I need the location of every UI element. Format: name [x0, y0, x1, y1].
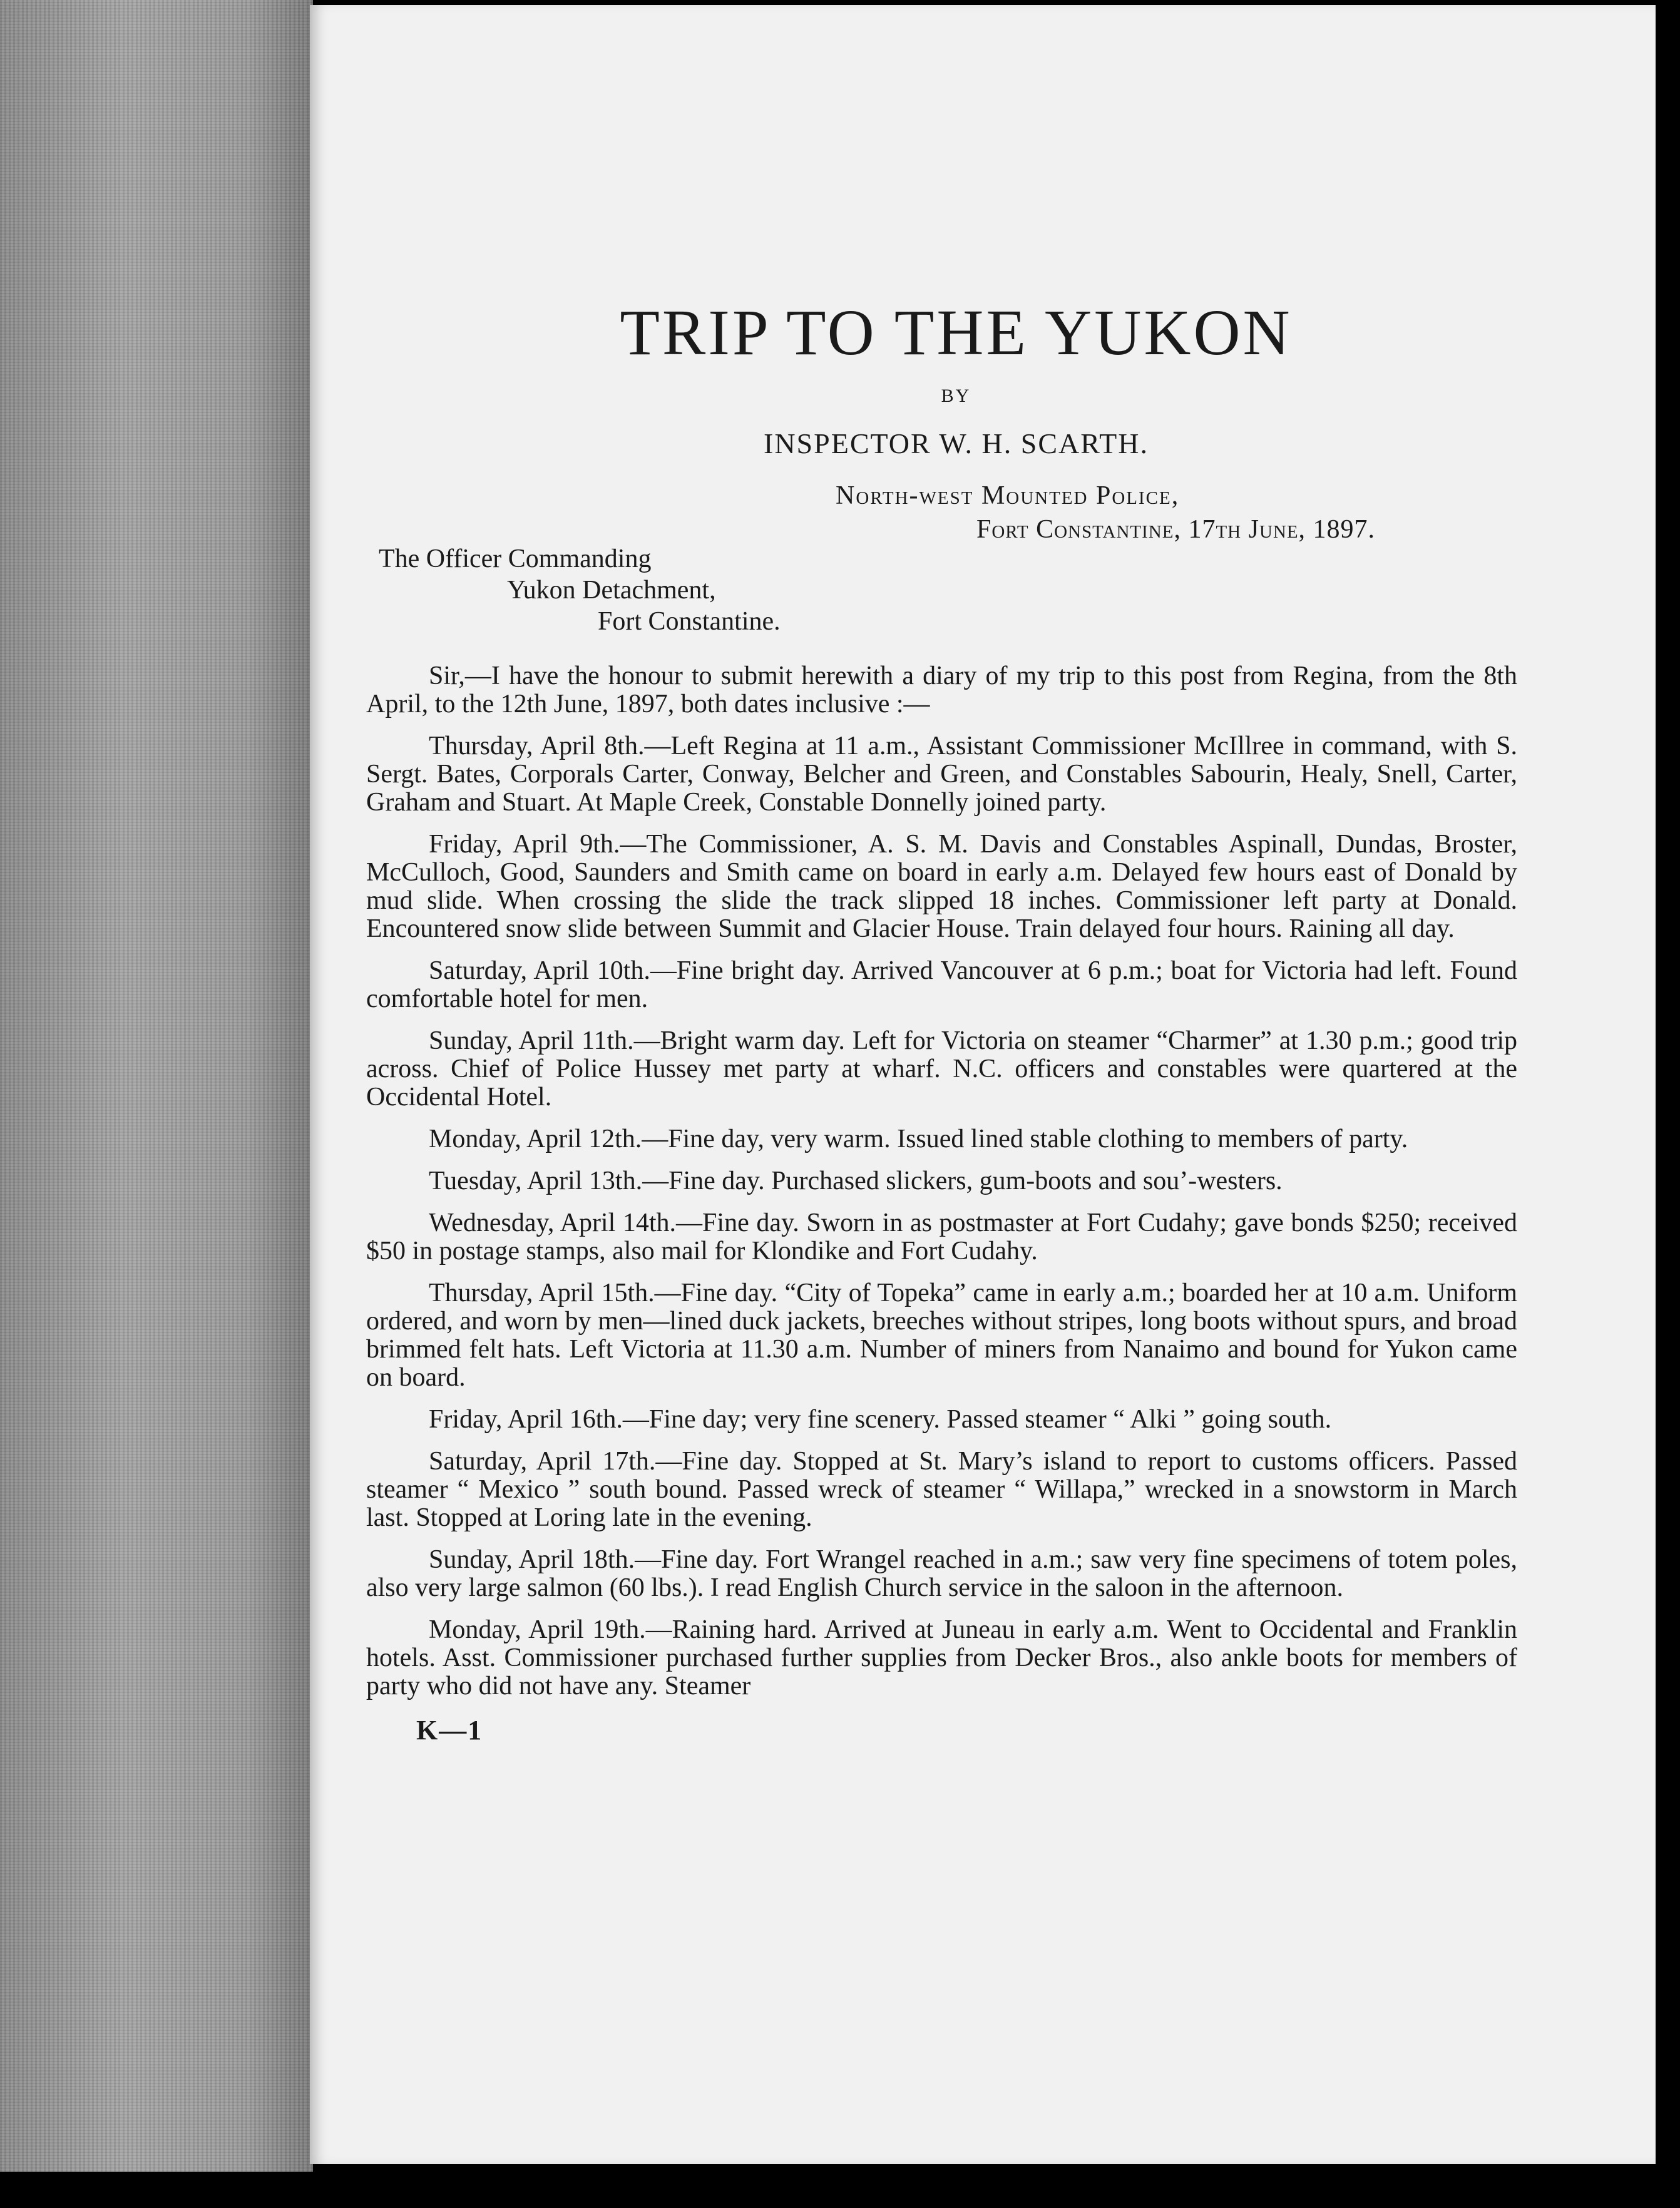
diary-entry: Thursday, April 8th.—Left Regina at 11 a.m., Assistant Commissioner McIllree in command, with S. Sergt. Bates, Corporals Carter, Conway, Belcher and Green, and Constables Sabourin, Healy, Snell, Carter, Graham and Stuart. At Maple Creek, Constable Donnelly joined party.	[366, 732, 1517, 817]
document-title: TRIP TO THE YUKON	[620, 297, 1293, 369]
diary-entry: Friday, April 16th.—Fine day; very fine scenery. Passed steamer “ Alki ” going south.	[429, 1405, 1332, 1434]
address-line: Fort Constantine.	[598, 607, 781, 636]
byline-label: BY	[941, 386, 971, 406]
header-organization: North-west Mounted Police,	[836, 481, 1180, 510]
address-line: Yukon Detachment,	[507, 576, 716, 605]
printer-signature-mark: K—1	[416, 1715, 483, 1745]
diary-entry: Sunday, April 18th.—Fine day. Fort Wrangel reached in a.m.; saw very fine specimens of totem poles, also very large salmon (60 lbs.). I read English Church service in the saloon in the afternoon.	[366, 1545, 1517, 1602]
diary-entry: Monday, April 12th.—Fine day, very warm. Issued lined stable clothing to members of party.	[429, 1125, 1408, 1153]
salutation-paragraph: Sir,—I have the honour to submit herewith a diary of my trip to this post from Regina, from the 8th April, to the 12th June, 1897, both dates inclusive :—	[366, 662, 1517, 718]
document-text	[366, 294, 1521, 1746]
diary-entry: Saturday, April 17th.—Fine day. Stopped at St. Mary’s island to report to customs officers. Passed steamer “ Mexico ” south bound. Passed wreck of steamer “ Willapa,” wrecked in a snowstorm in March last. Stopped at Loring late in the evening.	[366, 1447, 1517, 1532]
diary-entry: Thursday, April 15th.—Fine day. “City of Topeka” came in early a.m.; boarded her at 10 a.m. Uniform ordered, and worn by men—lined duck jackets, breeches without stripes, long boots without spurs, and broad brimmed felt hats. Left Victoria at 11.30 a.m. Number of miners from Nanaimo and bound for Yukon came on board.	[366, 1279, 1517, 1392]
author-name: INSPECTOR W. H. SCARTH.	[764, 427, 1149, 459]
diary-entry: Saturday, April 10th.—Fine bright day. Arrived Vancouver at 6 p.m.; boat for Victoria had left. Found comfortable hotel for men.	[366, 956, 1517, 1013]
diary-body	[366, 662, 1521, 1700]
diary-entry: Friday, April 9th.—The Commissioner, A. S. M. Davis and Constables Aspinall, Dundas, Broster, McCulloch, Good, Saunders and Smith came on board in early a.m. Delayed few hours east of Donald by mud slide. When crossing the slide the track slipped 18 inches. Commissioner left party at Donald. Encountered snow slide between Summit and Glacier House. Train delayed four hours. Raining all day.	[366, 830, 1517, 943]
address-line: The Officer Commanding	[379, 544, 652, 573]
diary-entry: Wednesday, April 14th.—Fine day. Sworn in as postmaster at Fort Cudahy; gave bonds $250; received $50 in postage stamps, also mail for Klondike and Fort Cudahy.	[366, 1209, 1517, 1265]
header-place-date: Fort Constantine, 17th June, 1897.	[976, 515, 1376, 544]
book-cover-edge	[0, 0, 313, 2172]
diary-entry: Sunday, April 11th.—Bright warm day. Left for Victoria on steamer “Charmer” at 1.30 p.m.; good trip across. Chief of Police Hussey met party at wharf. N.C. officers and constables were quartered at the Occidental Hotel.	[366, 1026, 1517, 1112]
diary-entry: Tuesday, April 13th.—Fine day. Purchased slickers, gum-boots and sou’-westers.	[429, 1167, 1283, 1195]
diary-entry: Monday, April 19th.—Raining hard. Arrived at Juneau in early a.m. Went to Occidental and Franklin hotels. Asst. Commissioner purchased further supplies from Decker Bros., also ankle boots for members of party who did not have any. Steamer	[366, 1615, 1517, 1700]
